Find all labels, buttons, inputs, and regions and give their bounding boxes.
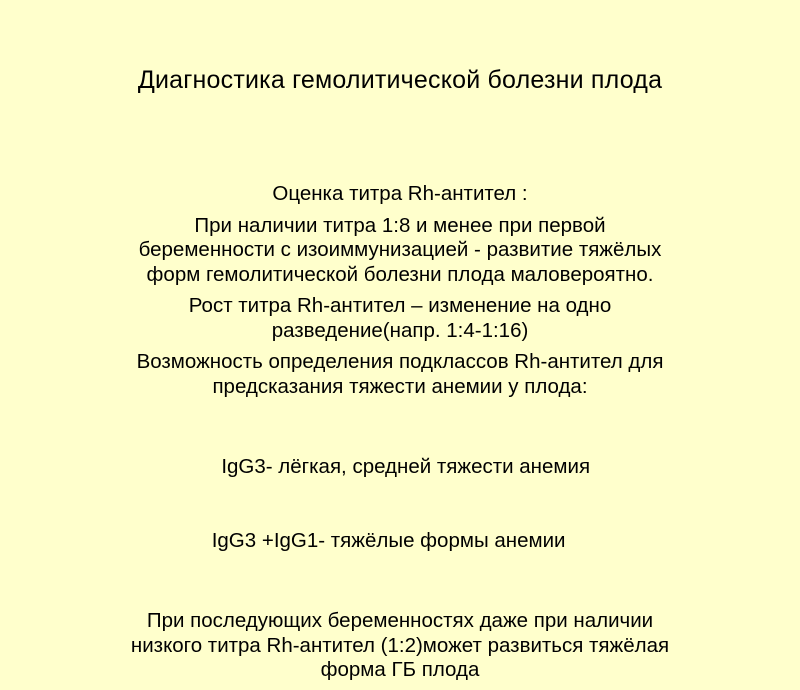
igg3-line: IgG3- лёгкая, средней тяжести анемия [209,455,591,478]
paragraph-subsequent-pregnancies: При последующих беременностях даже при наличии низкого титра Rh-антител (1:2)может развиться тяжёлая форма ГБ плода [130,609,670,681]
slide-title: Диагностика гемолитической болезни плода [137,66,663,94]
slide-body [20,182,780,690]
paragraph-titer-first-pregnancy: При наличии титра 1:8 и менее при первой беременности с изоиммунизацией - развитие тяжёлых форм гемолитической болезни плода маловероятно. [138,213,662,286]
paragraph-igg-subclasses [20,406,780,602]
paragraph-titer-growth: Рост титра Rh-антител – изменение на одно разведение(напр. 1:4-1:16) [188,294,612,342]
paragraph-subclasses: Возможность определения подклассов Rh-антител для предсказания тяжести анемии у плода: [136,350,664,398]
igg3-igg1-line: IgG3 +IgG1- тяжёлые формы анемии [211,528,589,552]
paragraph-titer-assessment: Оценка титра Rh-антител : [272,182,528,205]
